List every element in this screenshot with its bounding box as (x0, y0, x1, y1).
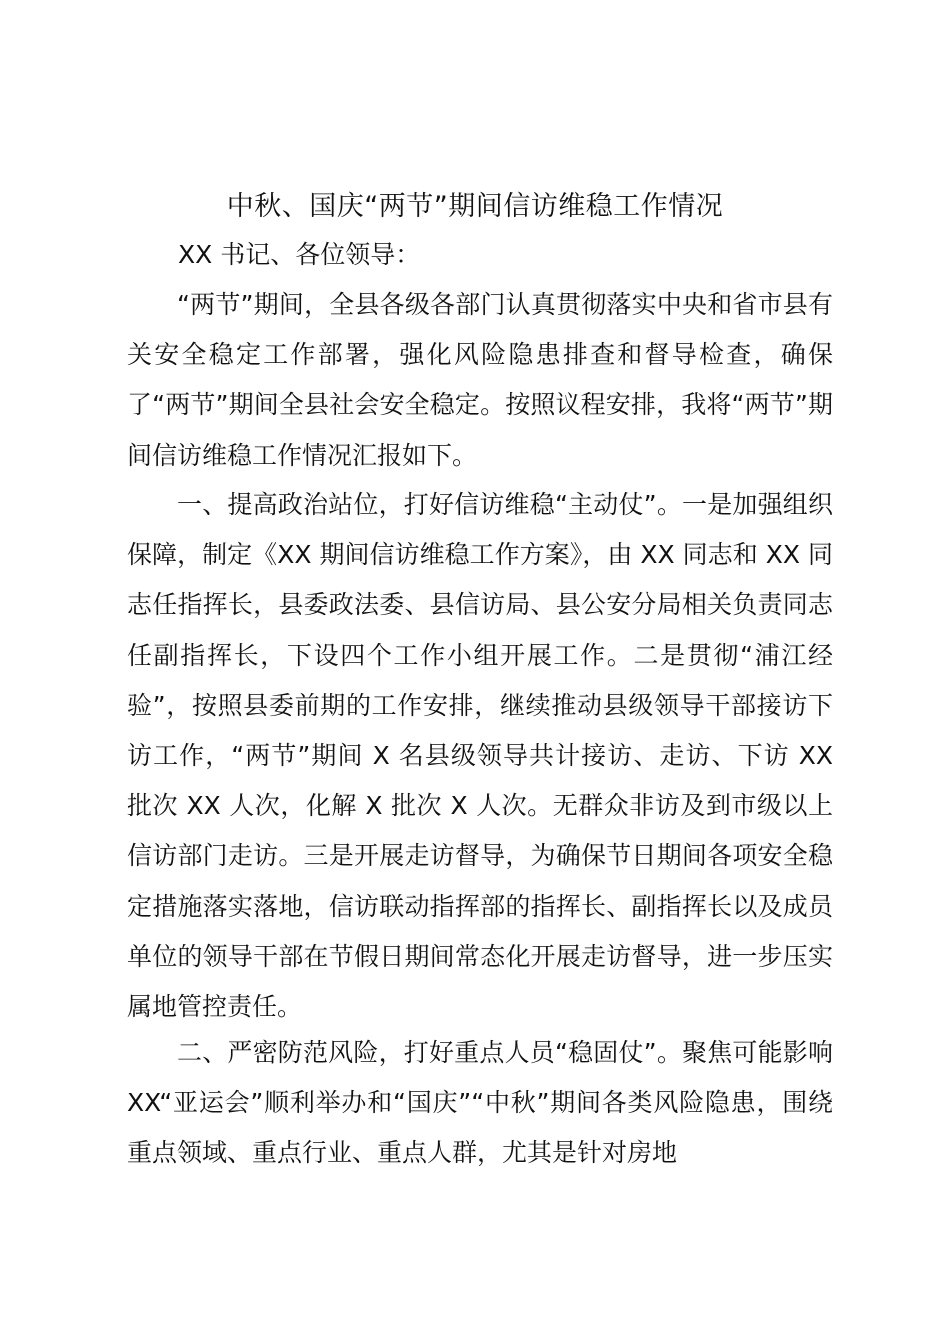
paragraph-section-1: 一、提高政治站位，打好信访维稳“主动仗”。一是加强组织保障，制定《XX 期间信访维稳工作方案》，由 XX 同志和 XX 同志任指挥长，县委政法委、县信访局、县公安分局相关负责同志任副指挥长，下设四个工作小组开展工作。二是贯彻“浦江经验”，按照县委前期的工作安排，继续推动县级领导干部接访下访工作，“两节”期间 X 名县级领导共计接访、走访、下访 XX 批次 XX 人次，化解 X 批次 X 人次。无群众非访及到市级以上信访部门走访。三是开展走访督导，为确保节日期间各项安全稳定措施落实落地，信访联动指挥部的指挥长、副指挥长以及成员单位的领导干部在节假日期间常态化开展走访督导，进一步压实属地管控责任。 (127, 490, 833, 1022)
salutation: XX 书记、各位领导： (178, 240, 421, 269)
paragraph-intro: “两节”期间，全县各级各部门认真贯彻落实中央和省市县有关安全稳定工作部署，强化风险隐患排查和督导检查，确保了“两节”期间全县社会安全稳定。按照议程安排，我将“两节”期间信访维稳工作情况汇报如下。 (127, 290, 833, 470)
document-title: 中秋、国庆“两节”期间信访维稳工作情况 (226, 191, 724, 222)
paragraph-section-2: 二、严密防范风险，打好重点人员“稳固仗”。聚焦可能影响 XX“亚运会”顺利举办和“国庆”“中秋”期间各类风险隐患，围绕重点领域、重点行业、重点人群，尤其是针对房地 (127, 1038, 833, 1168)
